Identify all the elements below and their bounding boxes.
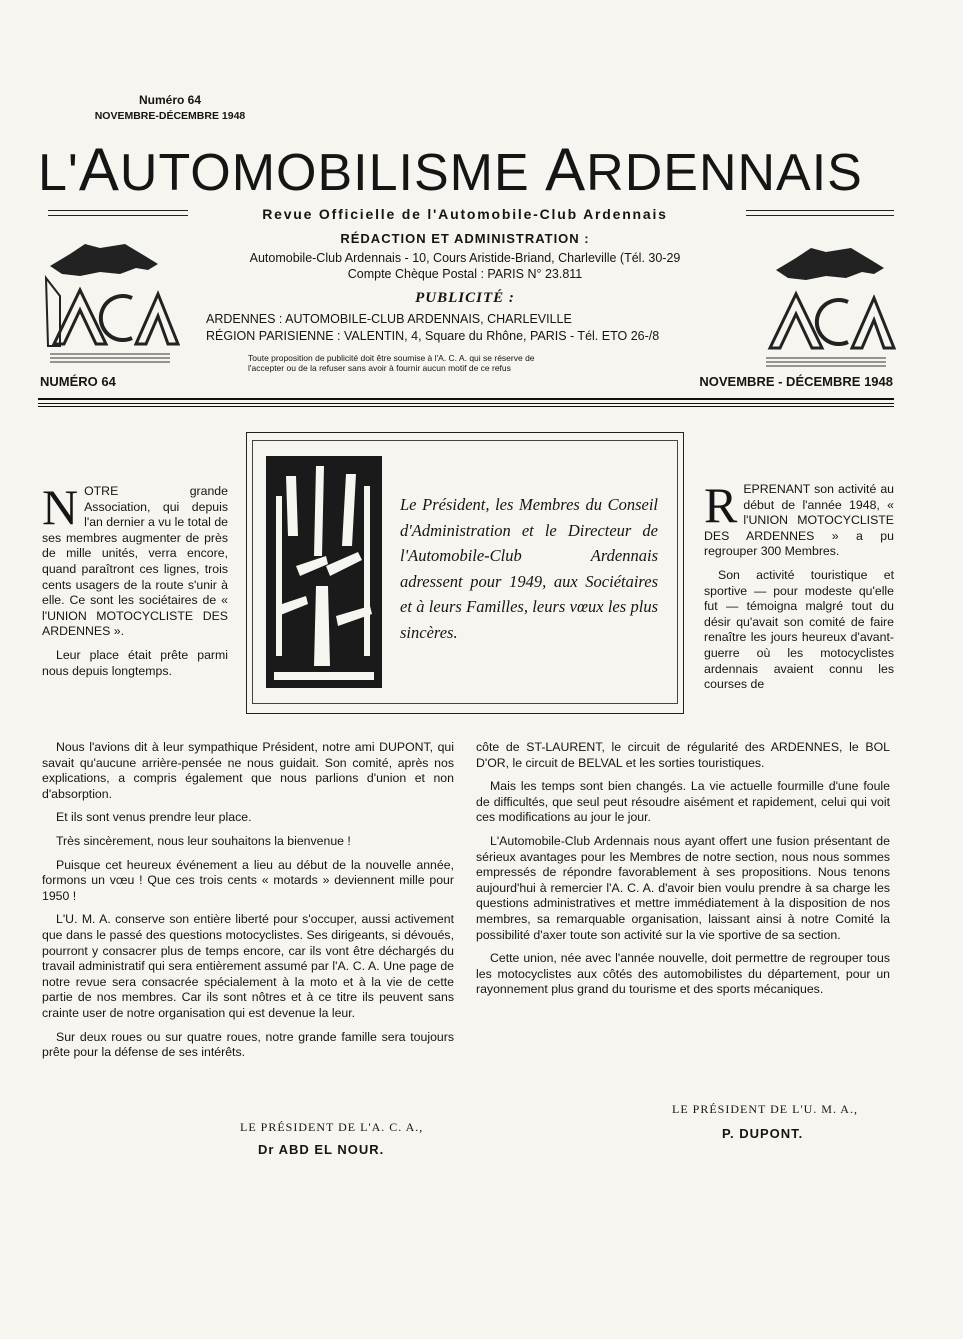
- aca-boar-logo-right: [756, 240, 896, 370]
- cheque: Compte Chèque Postal : PARIS N° 23.811: [347, 267, 583, 281]
- right-dropcap: R: [704, 477, 738, 533]
- right-article-top: [704, 477, 894, 701]
- title-a: A: [78, 136, 120, 203]
- publicite-heading: PUBLICITÉ :: [415, 290, 515, 306]
- pub-ardennes: ARDENNES : AUTOMOBILE-CLUB ARDENNAIS, CHARLEVILLE: [206, 312, 572, 326]
- subtitle-rule-right: [746, 210, 894, 216]
- left-article-top: [42, 479, 228, 687]
- left-p2: Leur place était prête parmi nous depuis longtemps.: [42, 647, 228, 678]
- header-rule-top: [38, 398, 894, 400]
- left-p6: Puisque cet heureux événement a lieu au début de la nouvelle année, formons un vœu ! Que ces trois cents « motards » deviennent mille pour 1950 !: [42, 857, 454, 903]
- right-article-body: [476, 740, 890, 1006]
- right-signature-title: LE PRÉSIDENT DE L'U. M. A.,: [672, 1102, 858, 1116]
- issue-info: [90, 92, 250, 124]
- right-p6: Cette union, née avec l'année nouvelle, doit permettre de regrouper tous les motocyclistes aux côtés des automobilistes du département, pour un rayonnement plus grand du tourisme et des sports mécaniques.: [476, 951, 890, 997]
- issue-date: NOVEMBRE-DÉCEMBRE 1948: [94, 110, 246, 122]
- title-utomobilisme: UTOMOBILISME: [119, 144, 530, 202]
- left-p5: Très sincèrement, nous leur souhaitons la bienvenue !: [56, 833, 351, 848]
- left-p3: Nous l'avions dit à leur sympathique Président, notre ami DUPONT, qui savait qu'aucune arrière-pensée ne nous guidait. Son comité, après nos explications, a compris également que nous parlions d'union et non d'absorption.: [42, 740, 454, 801]
- header-rule-mid: [38, 403, 894, 404]
- notice-line-1: Toute proposition de publicité doit être soumise à l'A. C. A. qui se réserve de: [248, 353, 535, 363]
- subtitle-rule-left: [48, 210, 188, 216]
- masthead-title: [38, 138, 898, 205]
- left-p7: L'U. M. A. conserve son entière liberté pour s'occuper, aussi activement que dans le passé des questions motocyclistes. Ses dirigeants, si dévoués, pourront y consacrer plus de temps encore, car ils vont être déchargés du travail administratif qui sera entièrement assumé par l'A. C. A. Une page de notre revue sera consacrée spécialement à la moto et à la vie de cette partie de nos membres. Car ils sont nôtres et à ce titre ils peuvent sans crainte user de notre organisation qui est devenue la leur.: [42, 912, 454, 1020]
- right-p3: côte de ST-LAURENT, le circuit de régularité des ARDENNES, le BOL D'OR, le circuit de BELVAL et les sorties touristiques.: [476, 740, 890, 770]
- issue-number: Numéro 64: [138, 93, 202, 107]
- pub-paris: RÉGION PARISIENNE : VALENTIN, 4, Square du Rhône, PARIS - Tél. ETO 26-/8: [206, 329, 660, 343]
- right-p1: EPRENANT son activité au début de l'année 1948, « l'UNION MOTOCYCLISTE DES ARDENNES » a pu regrouper 300 Membres.: [704, 482, 894, 559]
- header-rule-bottom: [38, 406, 894, 407]
- left-dropcap: N: [42, 479, 79, 535]
- right-p4: Mais les temps sont bien changés. La vie actuelle fourmille d'une foule de difficultés, que seul peut résoudre aisément et rapidement, celui qui voit ces modifications au jour le jour.: [476, 779, 890, 825]
- title-l: L': [38, 144, 79, 202]
- date-right: NOVEMBRE - DÉCEMBRE 1948: [699, 374, 893, 389]
- redaction-heading: RÉDACTION ET ADMINISTRATION :: [340, 231, 590, 246]
- left-signature-name: Dr ABD EL NOUR.: [258, 1142, 385, 1157]
- left-p1: OTRE grande Association, qui depuis l'an dernier a vu le total de ses membres augmenter de près de mille unités, verra encore, quand paraîtront ces lignes, trois cents usagers de la route s'unir à elle. Ce sont les sociétaires de « l'UNION MOTOCYCLISTE DES ARDENNES ».: [42, 484, 228, 639]
- address: Automobile-Club Ardennais - 10, Cours Aristide-Briand, Charleville (Tél. 30-29: [249, 251, 681, 265]
- left-article-body: [42, 740, 454, 1069]
- title-rdennais: RDENNAIS: [586, 144, 863, 202]
- right-signature-name: P. DUPONT.: [722, 1126, 804, 1141]
- title-a2: A: [545, 136, 587, 203]
- aca-boar-logo-left: [40, 236, 180, 366]
- greeting-text: Le Président, les Membres du Conseil d'Administration et le Directeur de l'Automobile-Club Ardennais adressent pour 1949, aux Sociétaires et à leurs Familles, leurs vœux les plus sincères.: [400, 495, 658, 642]
- notice-line-2: l'accepter ou de la refuser sans avoir à fournir aucun motif de ce refus: [248, 363, 511, 373]
- left-p8: Sur deux roues ou sur quatre roues, notre grande famille sera toujours prête pour la défense de ses intérêts.: [42, 1029, 454, 1060]
- tree-woodcut-illustration: [266, 456, 382, 688]
- right-p2: Son activité touristique et sportive — pour modeste qu'elle fut — témoigna malgré tout du désir qu'avait son comité de faire renaître les jours heureux d'avant-guerre où les motocyclistes ardennais avaient connu les courses de: [704, 567, 894, 692]
- left-signature-title: LE PRÉSIDENT DE L'A. C. A.,: [240, 1120, 424, 1134]
- subtitle: Revue Officielle de l'Automobile-Club Ardennais: [262, 206, 668, 222]
- right-p5: L'Automobile-Club Ardennais nous ayant offert une fusion présentant de sérieux avantages pour les Membres de notre section, nous nous sommes empressés de répondre favorablement à ses propositions. Nous tenons aujourd'hui à remercier l'A. C. A. d'avoir bien voulu prendre à sa charge les questions administratives et mettre immédiatement à la disposition de nos membres, sa remarquable organisation, laissant ainsi à notre Comité la possibilité d'axer toute son activité sur la vie sportive de sa section.: [476, 833, 890, 942]
- logo-letters-left: ACA: [110, 336, 113, 337]
- left-p4: Et ils sont venus prendre leur place.: [56, 810, 252, 825]
- numero-left: NUMÉRO 64: [40, 374, 116, 389]
